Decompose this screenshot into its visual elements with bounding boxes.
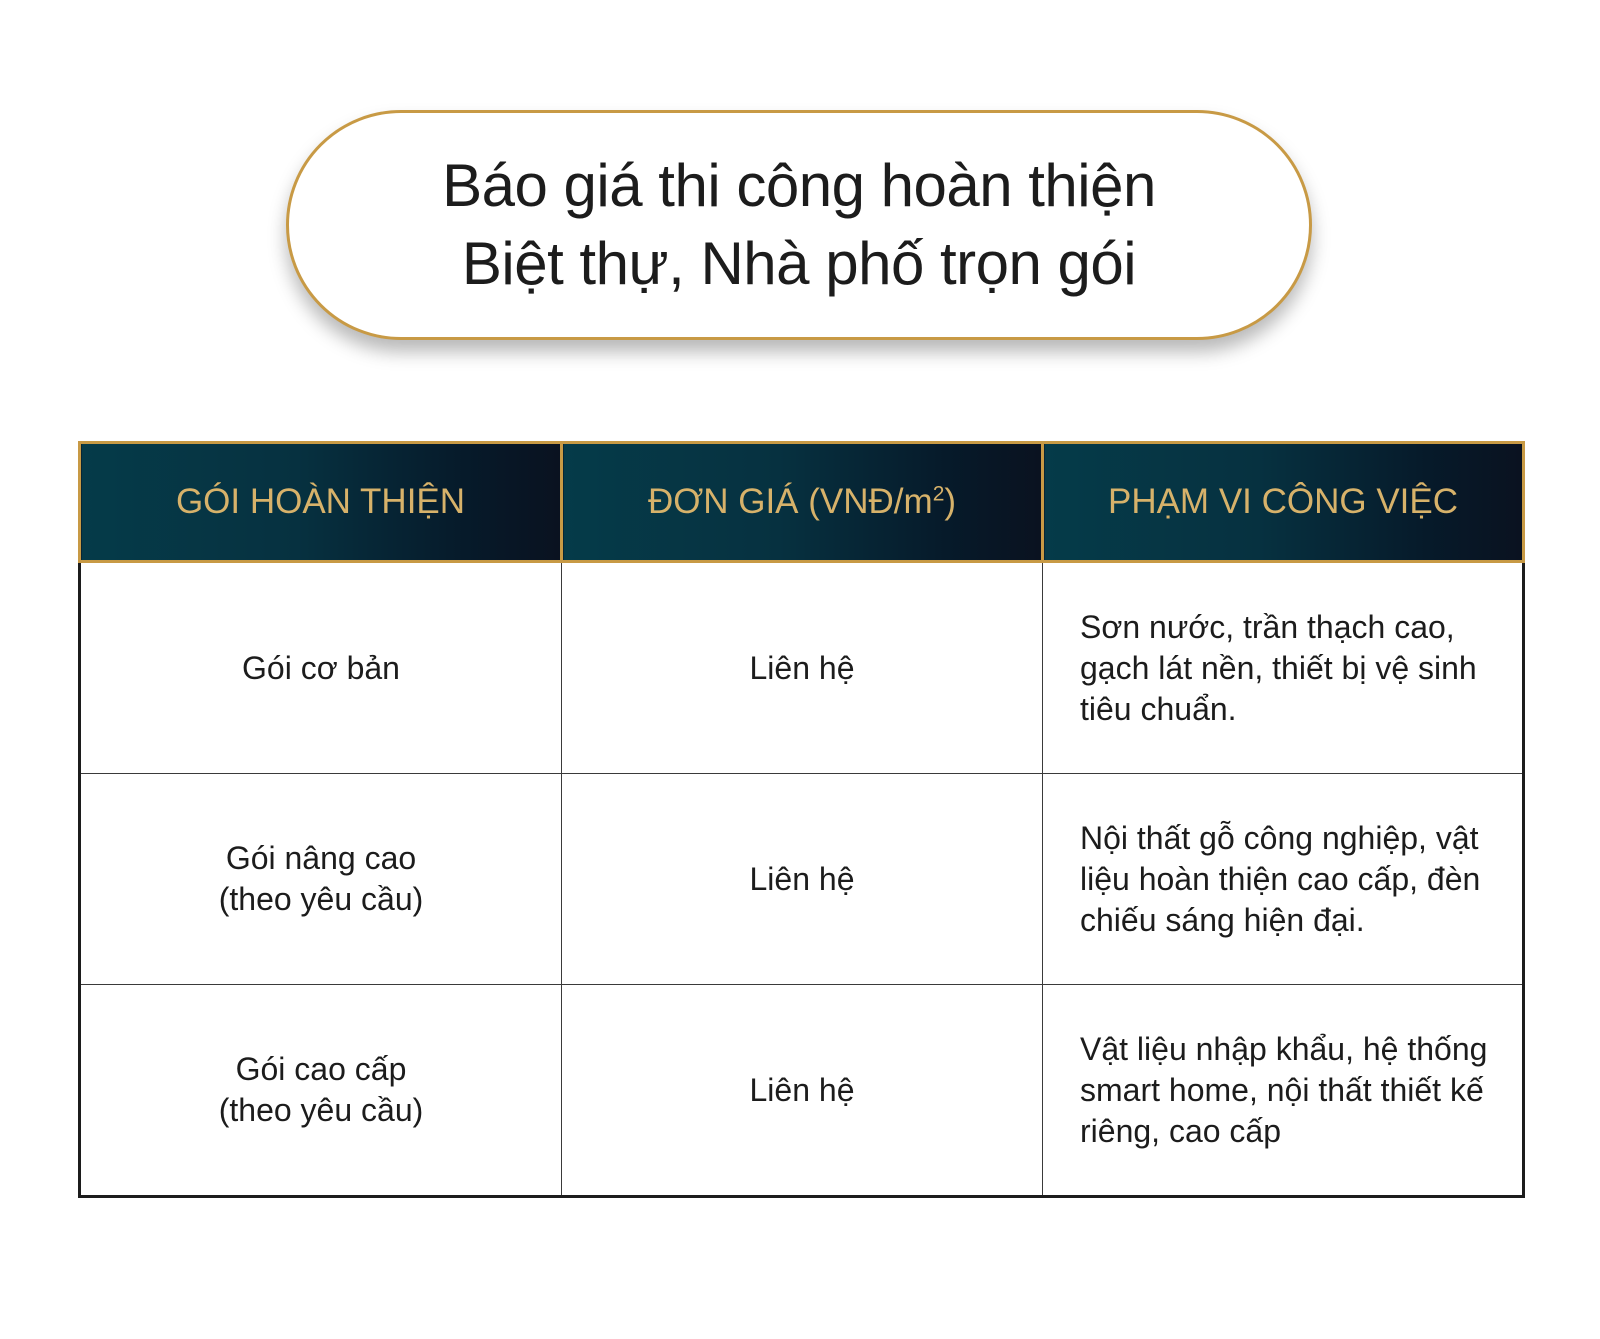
title-line-1: Báo giá thi công hoàn thiện <box>442 152 1156 219</box>
header-price-sup: 2 <box>932 482 945 506</box>
package-name: Gói cơ bản <box>80 562 562 774</box>
title-banner <box>286 110 1312 340</box>
scope-text: Nội thất gỗ công nghiệp, vật liệu hoàn thiện cao cấp, đèn chiếu sáng hiện đại. <box>1043 774 1524 985</box>
price-table <box>78 441 1525 1198</box>
header-price-suffix: ) <box>944 482 957 521</box>
package-name: Gói cao cấp (theo yêu cầu) <box>80 985 562 1197</box>
header-scope: PHẠM VI CÔNG VIỆC <box>1043 443 1524 562</box>
package-name: Gói nâng cao (theo yêu cầu) <box>80 774 562 985</box>
scope-text: Sơn nước, trần thạch cao, gạch lát nền, thiết bị vệ sinh tiêu chuẩn. <box>1043 562 1524 774</box>
price-value: Liên hệ <box>562 985 1043 1197</box>
header-price <box>562 443 1043 562</box>
header-price-prefix: ĐƠN GIÁ (VNĐ/m <box>647 482 933 521</box>
table-row <box>80 562 1524 774</box>
title-line-2: Biệt thự, Nhà phố trọn gói <box>461 230 1137 297</box>
header-package: GÓI HOÀN THIỆN <box>80 443 562 562</box>
scope-text: Vật liệu nhập khẩu, hệ thống smart home, nội thất thiết kế riêng, cao cấp <box>1043 985 1524 1197</box>
price-value: Liên hệ <box>562 562 1043 774</box>
table-row <box>80 774 1524 985</box>
table-row <box>80 985 1524 1197</box>
price-value: Liên hệ <box>562 774 1043 985</box>
table-header-row <box>80 443 1524 562</box>
